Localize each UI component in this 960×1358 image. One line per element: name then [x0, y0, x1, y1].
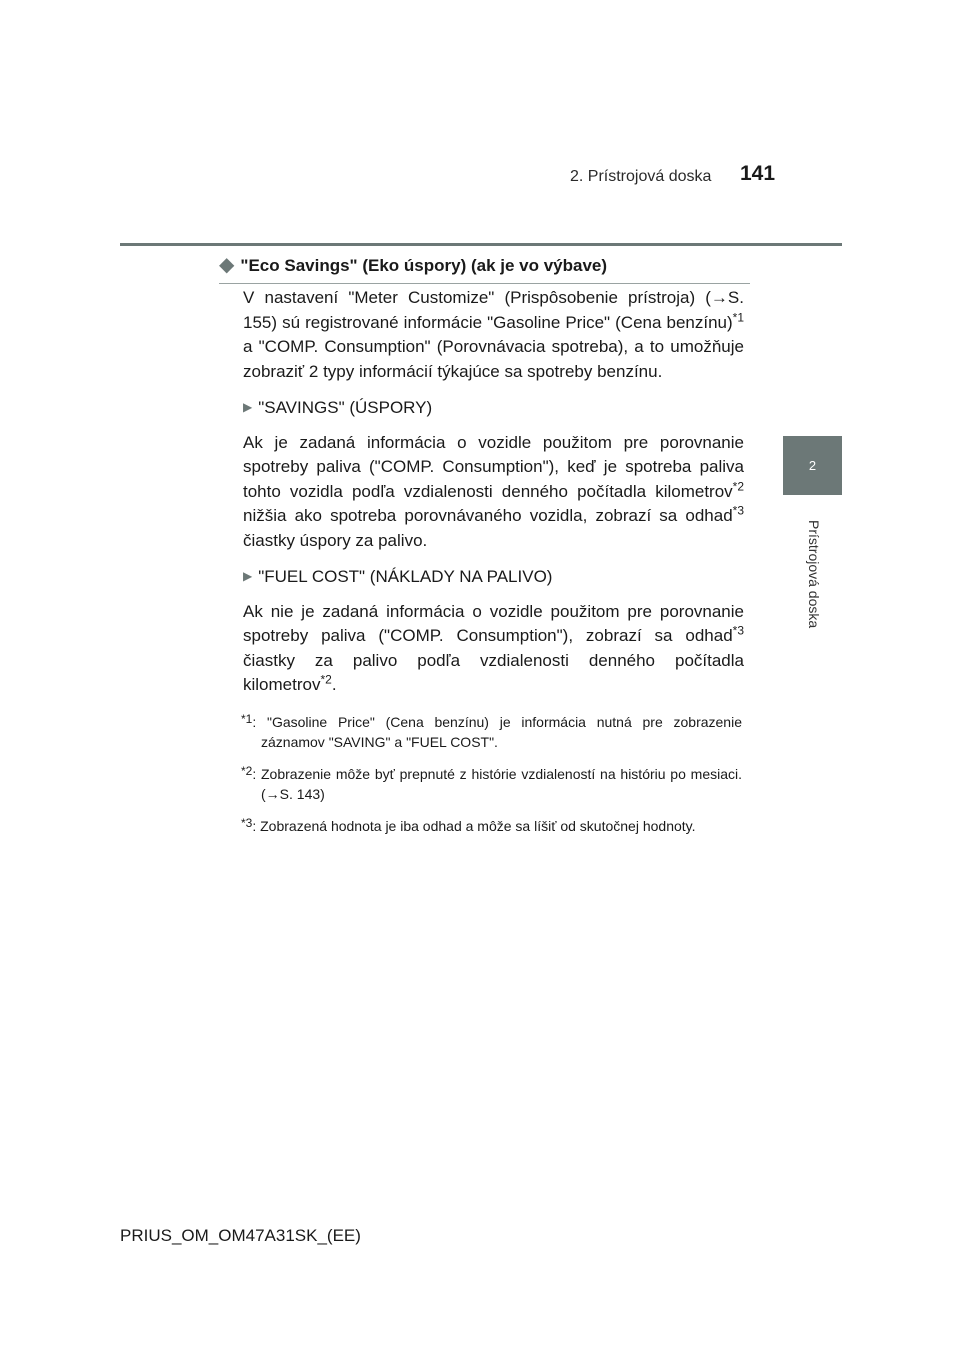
- fuel-cost-heading: ▶ "FUEL COST" (NÁKLADY NA PALIVO): [243, 564, 744, 590]
- footnote-ref-2: *2: [320, 672, 332, 687]
- triangle-icon: ▶: [243, 569, 253, 583]
- footnote: *1: "Gasoline Price" (Cena benzínu) je informácia nutná pre zobrazenie záznamov "SAVING" a "FUEL COST".: [241, 711, 742, 750]
- footnote: *2: Zobrazenie môže byť prepnuté z histórie vzdialeností na históriu po mesiaci. (→S. 143): [241, 763, 742, 802]
- subsection-heading: [219, 252, 750, 284]
- footnote-ref-1: *1: [732, 309, 744, 324]
- content-body: [243, 286, 744, 845]
- page-number: 141: [740, 162, 776, 185]
- footnote-mark: *1: [241, 711, 253, 726]
- header-section-title: 2. Prístrojová doska: [570, 168, 712, 185]
- triangle-icon: ▶: [243, 400, 253, 414]
- footer-doc-code: PRIUS_OM_OM47A31SK_(EE): [120, 1226, 361, 1245]
- footnote-mark: *3: [241, 815, 253, 830]
- footnote-ref-3: *3: [732, 623, 744, 638]
- intro-paragraph: V nastavení "Meter Customize" (Prispôsobenie prístroja) (→S. 155) sú registrované informácie "Gasoline Price" (Cena benzínu)$^{*1}$ a "COMP. Consumption" (Porovnávacia spotreba), a to umožňuje zobraziť 2 typy informácií týkajúce sa spotreby benzínu.: [243, 288, 744, 381]
- chapter-tab-number: 2: [808, 458, 817, 473]
- header-divider: [120, 243, 842, 246]
- savings-heading: ▶ "SAVINGS" (ÚSPORY): [243, 395, 744, 421]
- chapter-tab-label: Prístrojová doska: [806, 520, 822, 629]
- footnote-mark: *2: [241, 763, 253, 778]
- diamond-icon: ◆: [219, 254, 235, 276]
- subsection-title: "Eco Savings" (Eko úspory) (ak je vo výbave): [240, 256, 608, 275]
- footnote-ref-2: *2: [732, 478, 744, 493]
- chapter-tab: [783, 436, 842, 495]
- savings-paragraph: Ak je zadaná informácia o vozidle použitom pre porovnanie spotreby paliva ("COMP. Consumption"), keď je spotreba paliva tohto vozidla podľa vzdialenosti denného počítadla kilometrov$^{*2}$ nižšia ako spotreba porovnávaného vozidla, zobrazí sa odhad$^{*3}$ čiastky úspory za palivo.: [243, 432, 744, 550]
- footnote-ref-3: *3: [732, 503, 744, 518]
- fuel-cost-paragraph: Ak nie je zadaná informácia o vozidle použitom pre porovnanie spotreby paliva ("COMP. Consumption"), zobrazí sa odhad$^{*3}$ čiastky za palivo podľa vzdialenosti denného počítadla kilometrov$^{*2}$.: [243, 601, 744, 694]
- footnote: *3: Zobrazená hodnota je iba odhad a môže sa líšiť od skutočnej hodnoty.: [241, 815, 696, 834]
